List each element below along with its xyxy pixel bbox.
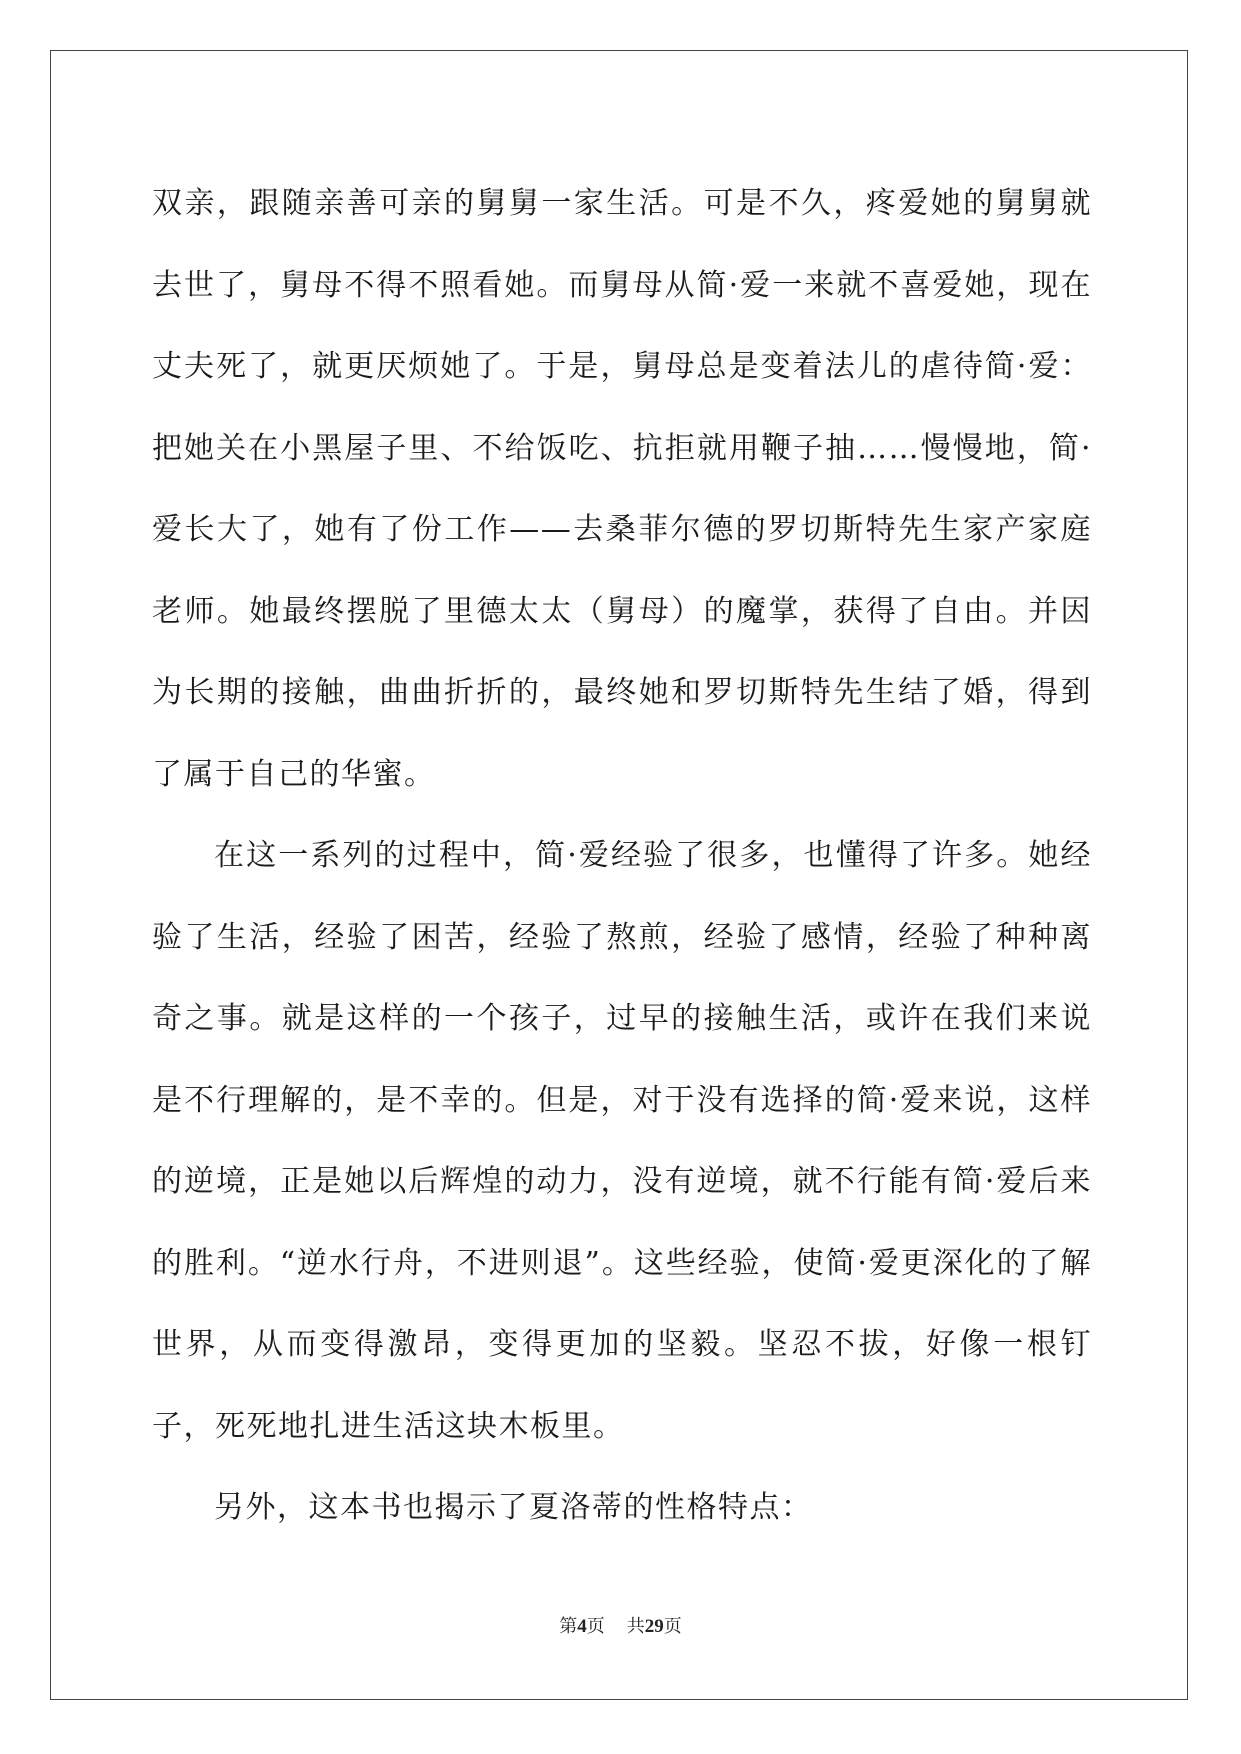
page-prefix: 第 xyxy=(559,1616,578,1637)
total-prefix: 共 xyxy=(626,1616,645,1637)
paragraph-3: 另外，这本书也揭示了夏洛蒂的性格特点： xyxy=(214,1490,813,1525)
paragraph-2: 在这一系列的过程中，简·爱经验了很多，也懂得了许多。她经验了生活，经验了困苦，经验了熬煎，经验了感情，经验了种种离奇之事。就是这样的一个孩子，过早的接触生活，或许在我们来说是不行理解的，是不幸的。但是，对于没有选择的简·爱来说，这样的逆境，正是她以后辉煌的动力，没有逆境，就不行能有简·爱后来的胜利。“逆水行舟，不进则退”。这些经验，使简·爱更深化的了解世界，从而变得激昂，变得更加的坚毅。坚忍不拔，好像一根钉子，死死地扎进生活这块木板里。 xyxy=(152,838,1092,1444)
page-suffix: 页 xyxy=(586,1616,605,1637)
paragraph-1: 双亲，跟随亲善可亲的舅舅一家生活。可是不久，疼爱她的舅舅就去世了，舅母不得不照看她。而舅母从简·爱一来就不喜爱她，现在丈夫死了，就更厌烦她了。于是，舅母总是变着法儿的虐待简·爱：把她关在小黑屋子里、不给饭吃、抗拒就用鞭子抽……慢慢地，简·爱长大了，她有了份工作——去桑菲尔德的罗切斯特先生家产家庭老师。她最终摆脱了里德太太（舅母）的魔掌，获得了自由。并因为长期的接触，曲曲折折的，最终她和罗切斯特先生结了婚，得到了属于自己的华蜜。 xyxy=(152,186,1092,792)
page-footer xyxy=(0,1612,1241,1638)
document-body xyxy=(152,163,1092,1549)
total-suffix: 页 xyxy=(663,1616,682,1637)
total-pages: 29 xyxy=(644,1616,664,1637)
page-number: 4 xyxy=(577,1616,587,1637)
